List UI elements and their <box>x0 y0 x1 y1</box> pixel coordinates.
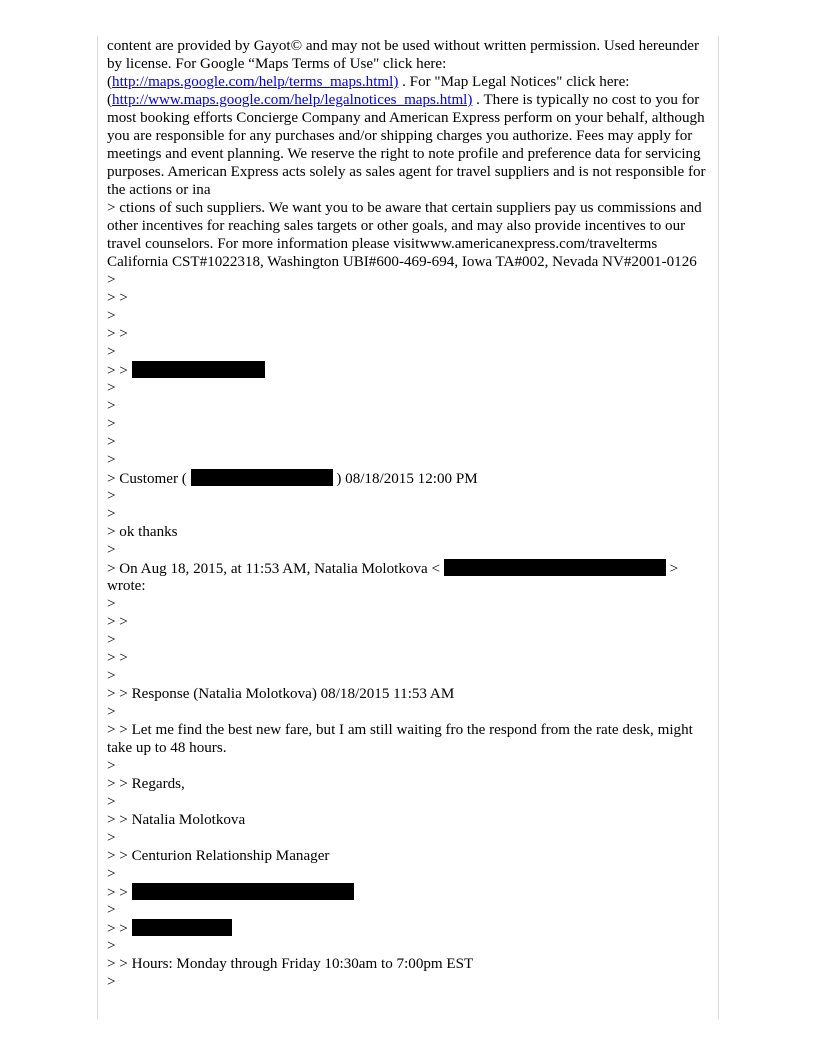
find-fare-line: > > Let me find the best new fare, but I am still waiting fro the respond from the rate desk, might take up to 48 hours. <box>107 722 693 756</box>
quote-marker: > <box>107 974 116 990</box>
redaction-block <box>191 469 333 486</box>
quote-marker: > <box>107 596 116 612</box>
redaction-block <box>132 361 265 378</box>
quote-marker: > <box>107 308 116 324</box>
quote-marker: > <box>107 668 116 684</box>
quote-marker: > > <box>107 614 128 630</box>
legal-text: content are provided by Gayot© and may not be used without written permission. Used hereunder by license. For Google “Maps Terms of Use" click here: ( <box>107 38 700 90</box>
quote-marker: > <box>107 632 116 648</box>
signature-name: > > Natalia Molotkova <box>107 812 246 828</box>
legal-paragraph-continued: > ctions of such suppliers. We want you to be aware that certain suppliers pay us commissions and other incentives for reaching sales targets or other goals, and may also provide incentives to our travel counselors. For more information please visitwww.americanexpress.com/travelterms California CST#1022318, Washington UBI#600-469-694, Iowa TA#002, Nevada NV#2001-0126 <box>107 200 702 270</box>
quote-redacted-line: > > <box>107 883 713 901</box>
quote-marker: > <box>107 938 116 954</box>
email-body <box>107 37 713 991</box>
legal-paragraph <box>107 37 713 199</box>
quote-marker: > <box>107 758 116 774</box>
quote-marker: > <box>107 488 116 504</box>
quote-marker: > <box>107 866 116 882</box>
customer-line: > Customer ( ) 08/18/2015 12:00 PM <box>107 471 478 487</box>
quote-marker: > <box>107 704 116 720</box>
quote-marker: > > <box>107 650 128 666</box>
quote-marker: > <box>107 398 116 414</box>
ok-thanks-line: > ok thanks <box>107 524 178 540</box>
signature-title: > > Centurion Relationship Manager <box>107 848 330 864</box>
quote-marker: > > <box>107 326 128 342</box>
on-date-line: > On Aug 18, 2015, at 11:53 AM, Natalia Molotkova < > <box>107 561 679 577</box>
quote-marker: > > <box>107 290 128 306</box>
quote-redacted-line: > > <box>107 361 713 379</box>
maps-terms-link[interactable]: http://maps.google.com/help/terms_maps.html) <box>112 74 399 90</box>
quote-marker: > <box>107 830 116 846</box>
quote-marker: > <box>107 542 116 558</box>
quote-marker: > <box>107 416 116 432</box>
wrote-line: wrote: <box>107 578 146 594</box>
regards-line: > > Regards, <box>107 776 185 792</box>
quote-marker: > <box>107 272 116 288</box>
quote-marker: > <box>107 506 116 522</box>
legal-text: . For "Map Legal Notices" click here: ( <box>107 74 630 108</box>
quote-marker: > <box>107 452 116 468</box>
response-line: > > Response (Natalia Molotkova) 08/18/2015 11:53 AM <box>107 686 455 702</box>
quote-marker: > <box>107 380 116 396</box>
quote-redacted-line: > > <box>107 919 713 937</box>
hours-line: > > Hours: Monday through Friday 10:30am to 7:00pm EST <box>107 956 474 972</box>
quote-marker: > <box>107 344 116 360</box>
quote-marker: > <box>107 434 116 450</box>
quote-marker: > <box>107 902 116 918</box>
redaction-block <box>132 919 232 936</box>
redaction-block <box>444 559 666 576</box>
legal-notices-link[interactable]: http://www.maps.google.com/help/legalnotices_maps.html) <box>112 92 473 108</box>
redaction-block <box>132 883 354 900</box>
legal-text: . There is typically no cost to you for most booking efforts Concierge Company and American Express perform on your behalf, although you are responsible for any purchases and/or shipping charges you authorize. Fees may apply for meetings and event planning. We reserve the right to note profile and preference data for servicing purposes. American Express acts solely as sales agent for travel suppliers and is not responsible for the actions or ina <box>107 92 706 198</box>
quote-marker: > <box>107 794 116 810</box>
